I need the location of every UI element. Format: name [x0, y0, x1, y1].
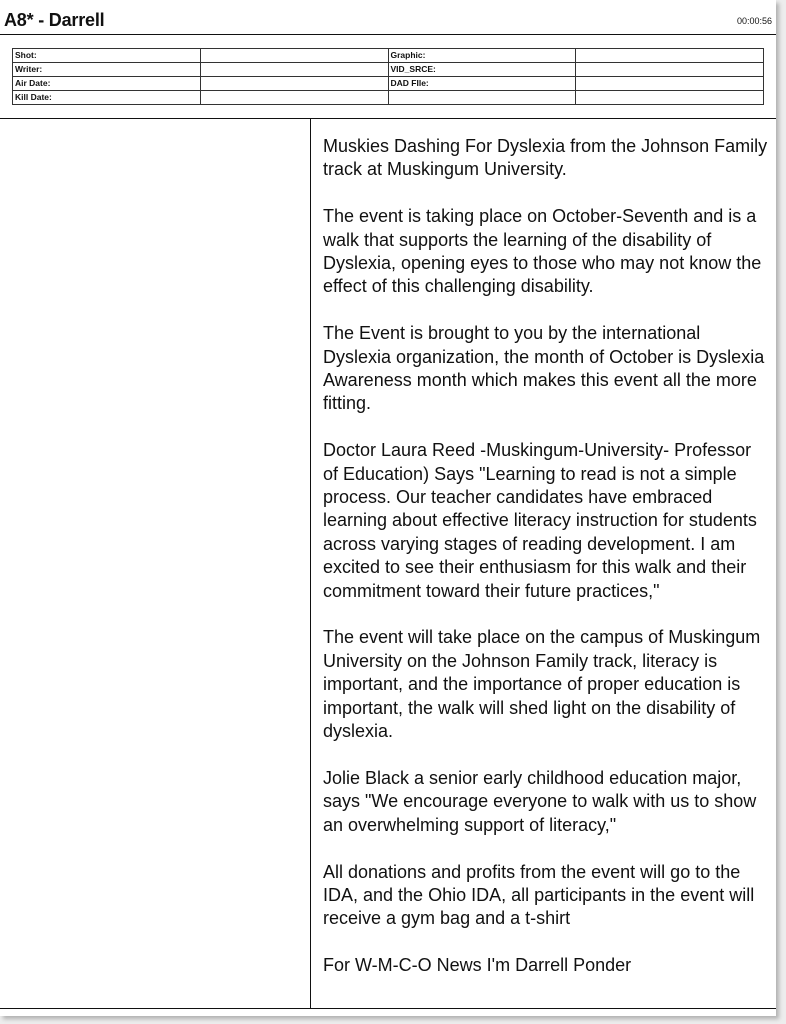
writer-value[interactable]: [200, 63, 388, 77]
script-paragraph: Jolie Black a senior early childhood education major, says "We encourage everyone to walk with us to show an overwhelming support of literacy,": [323, 767, 757, 835]
script-paragraph: All donations and profits from the event will go to the IDA, and the Ohio IDA, all participants in the event will receive a gym bag and a t-shirt: [323, 861, 755, 929]
dad-file-label: DAD FIle:: [388, 77, 576, 91]
kill-date-value[interactable]: [200, 91, 388, 105]
vid-srce-value[interactable]: [576, 63, 764, 77]
table-row: [13, 77, 764, 91]
writer-label: Writer:: [13, 63, 201, 77]
metadata-table: [12, 48, 764, 105]
script-paragraph: The event will take place on the campus of Muskingum University on the Johnson Family track, literacy is important, and the importance of proper education is important, the walk will shed light on the disability of dyslexia.: [323, 627, 761, 742]
table-row: [13, 63, 764, 77]
shot-value[interactable]: [200, 49, 388, 63]
script-text[interactable]: [323, 135, 769, 1001]
story-duration: 00:00:56: [736, 16, 772, 26]
table-row: [13, 49, 764, 63]
table-row: [13, 91, 764, 105]
column-divider: [310, 119, 311, 1008]
air-date-label: Air Date:: [13, 77, 201, 91]
kill-date-label: Kill Date:: [13, 91, 201, 105]
script-top-divider: [0, 118, 776, 119]
dad-file-value[interactable]: [576, 77, 764, 91]
vid-srce-label: VID_SRCE:: [388, 63, 576, 77]
air-date-value[interactable]: [200, 77, 388, 91]
page-bottom-divider: [0, 1008, 776, 1009]
empty-label: [388, 91, 576, 105]
script-paragraph: Doctor Laura Reed -Muskingum-University- Professor of Education) Says "Learning to read is not a simple process. Our teacher candidates have embraced learning about effective literacy instruction for students across varying stages of reading development. I am excited to see their enthusiasm for this walk and their commitment toward their future practices,": [323, 440, 757, 601]
script-signoff: For W-M-C-O News I'm Darrell Ponder: [323, 955, 632, 976]
script-paragraph: The Event is brought to you by the international Dyslexia organization, the month of October is Dyslexia Awareness month which makes this event all the more fitting.: [323, 323, 765, 414]
story-title: A8* - Darrell: [4, 10, 105, 30]
shot-label: Shot:: [13, 49, 201, 63]
graphic-value[interactable]: [576, 49, 764, 63]
header-divider: [0, 34, 776, 35]
graphic-label: Graphic:: [388, 49, 576, 63]
empty-value: [576, 91, 764, 105]
script-paragraph: The event is taking place on October-Seventh and is a walk that supports the learning of the disability of Dyslexia, opening eyes to those who may not know the effect of this challenging disability.: [323, 206, 762, 297]
script-paragraph: Muskies Dashing For Dyslexia from the Johnson Family track at Muskingum University.: [323, 136, 768, 180]
